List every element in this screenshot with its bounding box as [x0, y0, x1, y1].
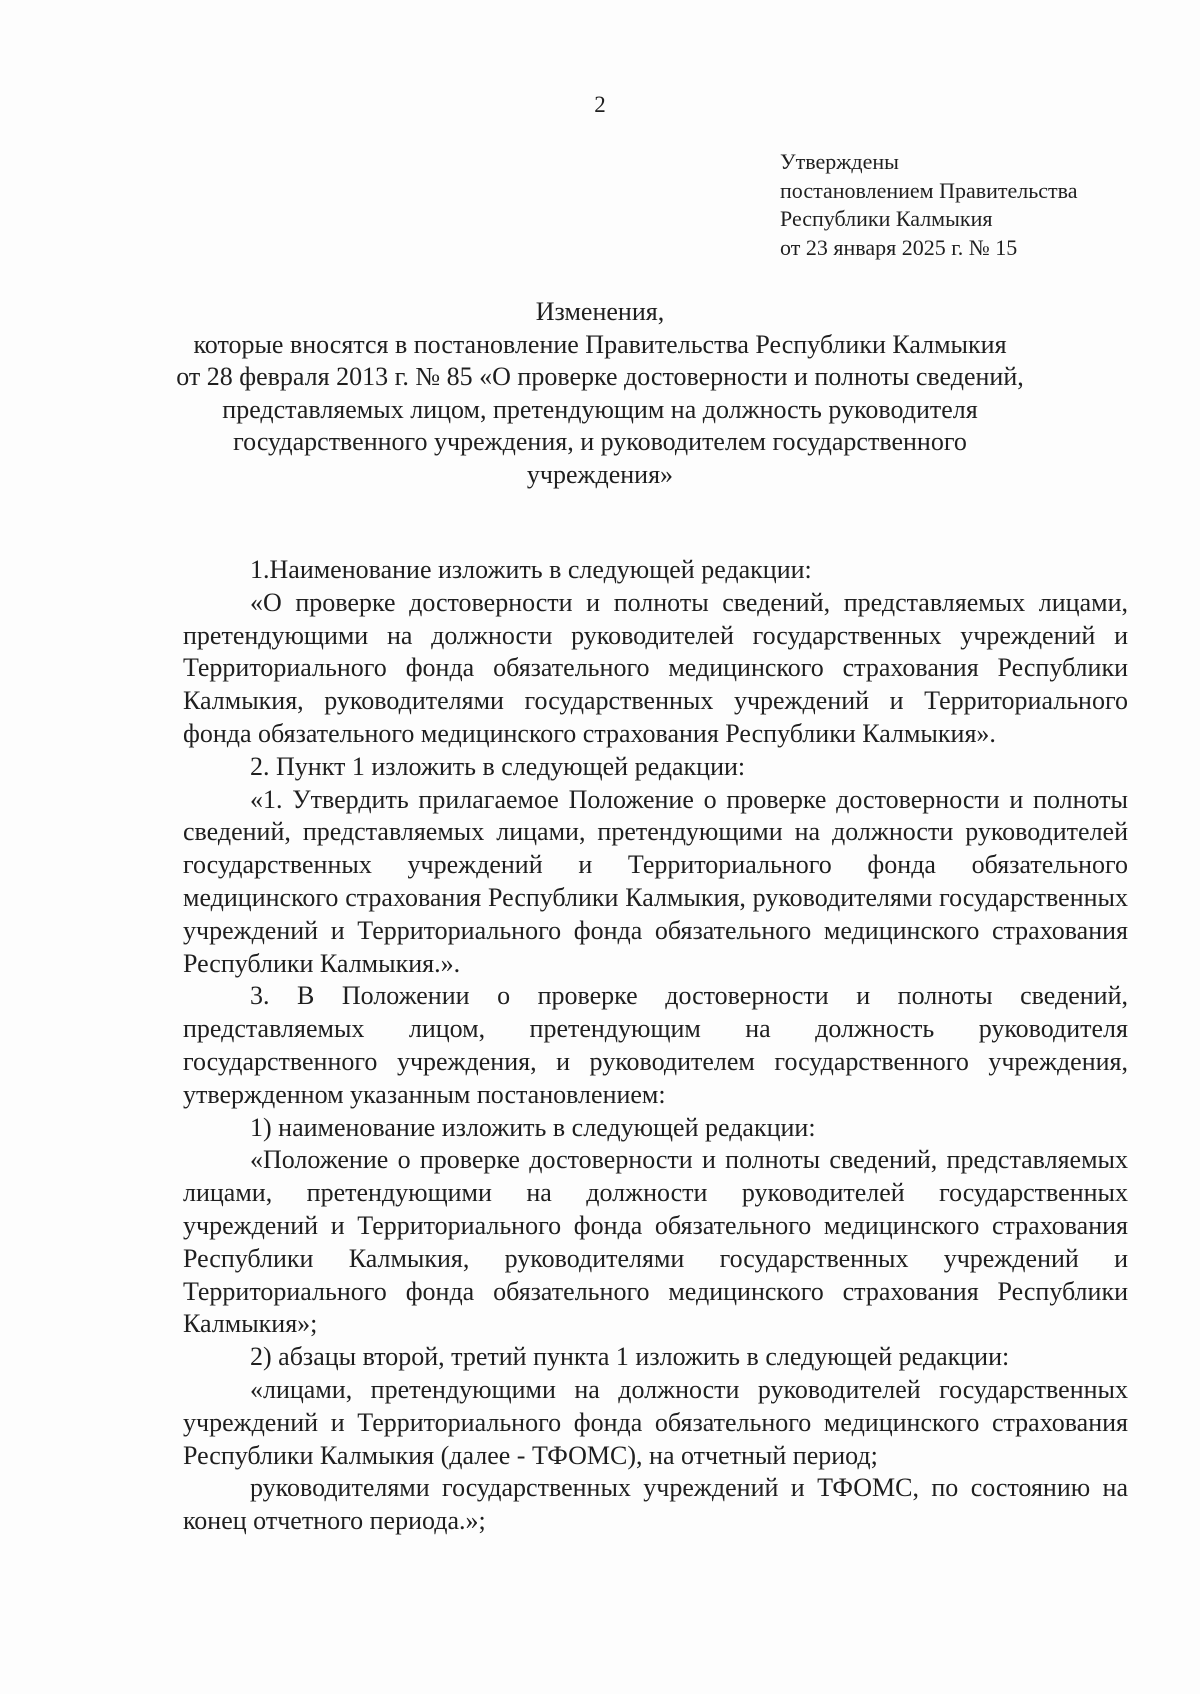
title-line: которые вносятся в постановление Правительства Республики Калмыкия	[193, 329, 1007, 359]
paragraph: 1.Наименование изложить в следующей редакции:	[250, 555, 812, 584]
title-line: от 28 февраля 2013 г. № 85 «О проверке достоверности и полноты сведений,	[176, 362, 1024, 391]
paragraph: «1. Утвердить прилагаемое Положение о проверке достоверности и полноты сведений, представляемых лицами, претендующими на должности руководителей государственных учреждений и Территориального фонда обязательного медицинского страхования Республики Калмыкия, руководителями государственных учреждений и Территориального фонда обязательного медицинского страхования Республики Калмыкия.».	[183, 784, 1128, 978]
paragraph: 2) абзацы второй, третий пункта 1 изложить в следующей редакции:	[250, 1342, 1010, 1372]
paragraph: 2. Пункт 1 изложить в следующей редакции:	[250, 751, 746, 781]
paragraph: руководителями государственных учреждений и ТФОМС, по состоянию на конец отчетного периода.»;	[183, 1473, 1128, 1536]
approval-line: Утверждены	[780, 149, 899, 174]
title-line: представляемых лицом, претендующим на должность руководителя	[222, 394, 978, 424]
paragraph: 3. В Положении о проверке достоверности и полноты сведений, представляемых лицом, претендующим на должность руководителя государственного учреждения, и руководителем государственного учреждения, утвержденном указанным постановлением:	[183, 981, 1128, 1109]
approval-line: постановлением Правительства	[780, 177, 1078, 203]
title-line: Изменения,	[535, 297, 665, 326]
approval-line: Республики Калмыкия	[780, 206, 993, 231]
paragraph: 1) наименование изложить в следующей редакции:	[250, 1112, 816, 1142]
approval-stamp	[780, 148, 1180, 262]
approval-line: от 23 января 2025 г. № 15	[780, 234, 1018, 260]
paragraph: «лицами, претендующими на должности руководителей государственных учреждений и Территориального фонда обязательного медицинского страхования Республики Калмыкия (далее - ТФОМС), на отчетный период;	[183, 1374, 1128, 1470]
page-number: 2	[594, 92, 606, 117]
title-line: учреждения»	[526, 459, 674, 489]
title-line: государственного учреждения, и руководителем государственного	[233, 427, 967, 456]
paragraph: «О проверке достоверности и полноты сведений, представляемых лицами, претендующими на должности руководителей государственных учреждений и Территориального фонда обязательного медицинского страхования Республики Калмыкия, руководителями государственных учреждений и Территориального фонда обязательного медицинского страхования Республики Калмыкия».	[183, 587, 1128, 748]
document-body	[183, 554, 1128, 1538]
paragraph: «Положение о проверке достоверности и полноты сведений, представляемых лицами, претендующими на должности руководителей государственных учреждений и Территориального фонда обязательного медицинского страхования Республики Калмыкия, руководителями государственных учреждений и Территориального фонда обязательного медицинского страхования Республики Калмыкия»;	[183, 1145, 1128, 1339]
document-title	[150, 296, 1050, 491]
